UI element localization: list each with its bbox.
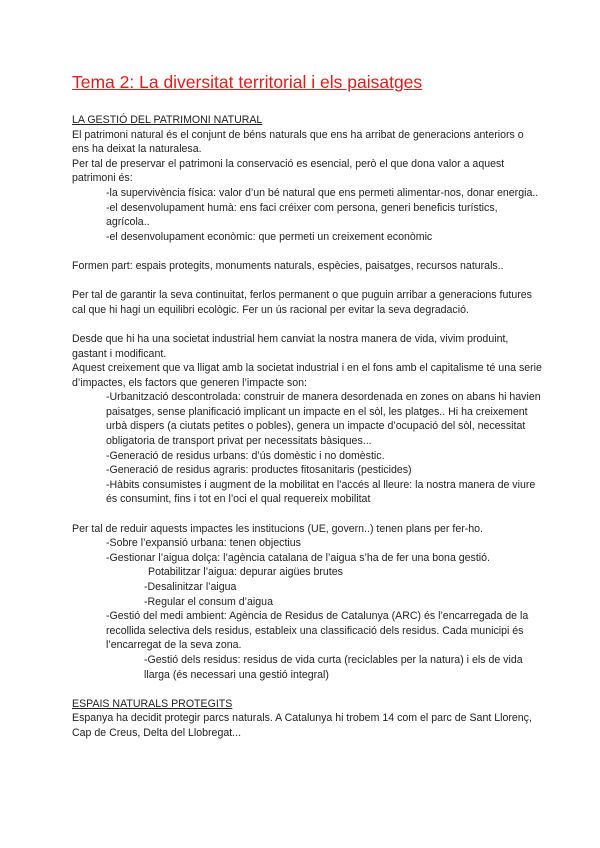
- spacer: [72, 274, 542, 289]
- paragraph: El patrimoni natural és el conjunt de béns naturals que ens ha arribat de generacions anteriors o ens ha deixat la naturalesa.: [72, 128, 524, 156]
- sub-list-item: -Desalinitzar l’aigua: [144, 581, 237, 593]
- list-item: -Hàbits consumistes i augment de la mobilitat en l’accés al lleure: la nostra manera de viure és consumint, fins i tot en l’oci el qual requereix mobilitat: [106, 478, 536, 506]
- list-item: -el desenvolupament econòmic: que permeti un creixement econòmic: [106, 230, 433, 243]
- list-item: -Urbanització descontrolada: construir de manera desordenada en zones on abans hi havien paisatges, sense planificació implicant un impacte en el sòl, les platges.. Hi ha creixement urbà dispers (a ciutats petites o pobles), genera un impacte d’ocupació del sòl, necessitat obligatoria de transport privat per necessitats bàsiques...: [106, 391, 541, 448]
- list-item: -Generació de residus agraris: productes fitosanitaris (pesticides): [106, 464, 412, 477]
- page-title: Tema 2: La diversitat territorial i els paisatges: [72, 72, 423, 92]
- spacer: [72, 682, 542, 697]
- list-item: -Sobre l’expansió urbana: tenen objectius: [106, 537, 301, 550]
- spacer: [72, 317, 542, 332]
- spacer: [72, 507, 542, 522]
- list-item: -la supervivència física: valor d’un bé natural que ens permeti alimentar-nos, donar energia..: [106, 186, 539, 199]
- paragraph: Per tal de reduir aquests impactes les institucions (UE, govern..) tenen plans per fer-ho.: [72, 522, 484, 535]
- paragraph: Desde que hi ha una societat industrial hem canviat la nostra manera de vida, vivim produint, gastant i modificant.: [72, 332, 509, 360]
- list-item: -Gestionar l’aigua dolça: l’agència catalana de l’aigua s’ha de fer una bona gestió.: [106, 551, 490, 564]
- section-heading-patrimoni: LA GESTIÓ DEL PATRIMONI NATURAL: [72, 114, 263, 126]
- paragraph: Espanya ha decidit protegir parcs naturals. A Catalunya hi trobem 14 com el parc de Sant Llorenç, Cap de Creus, Delta del Llobregat...: [72, 712, 532, 739]
- paragraph: Formen part: espais protegits, monuments naturals, espècies, paisatges, recursos naturals..: [72, 259, 504, 272]
- section-heading-espais: ESPAIS NATURALS PROTEGITS: [72, 697, 233, 710]
- sub-list-item: Potabilitzar l’aigua: depurar aigües brutes: [148, 566, 343, 579]
- paragraph: Aquest creixement que va lligat amb la societat industrial i en el fons amb el capitalisme té una serie d’impactes, els factors que generen l’impacte son:: [72, 362, 542, 389]
- spacer: [72, 244, 542, 259]
- document-page: [72, 72, 542, 741]
- paragraph: Per tal de preservar el patrimoni la conservació es esencial, però el que dona valor a aquest patrimoni és:: [72, 157, 505, 185]
- paragraph: Per tal de garantir la seva continuitat, ferlos permanent o que puguin arribar a generacions futures cal que hi hagi un equilibri ecològic. Fer un ús racional per evitar la seva degradació.: [72, 289, 532, 316]
- list-item: -el desenvolupament humà: ens faci créixer com persona, generi beneficis turístics, agrícola..: [106, 201, 498, 229]
- list-item: -Gestió del medi ambient: Agència de Residus de Catalunya (ARC) és l’encarregada de la recollida selectiva dels residus, estableix una classificació dels residus. Cada municipi és l’encarregat de la seva zona.: [106, 610, 529, 652]
- sub-list-item: -Gestió dels residus: residus de vida curta (reciclables per la natura) i els de vida llarga (és necessari una gestió integral): [144, 653, 523, 681]
- list-item: -Generació de residus urbans: d’ús domèstic i no domèstic.: [106, 449, 385, 462]
- sub-list-item: -Regular el consum d’aigua: [144, 595, 273, 608]
